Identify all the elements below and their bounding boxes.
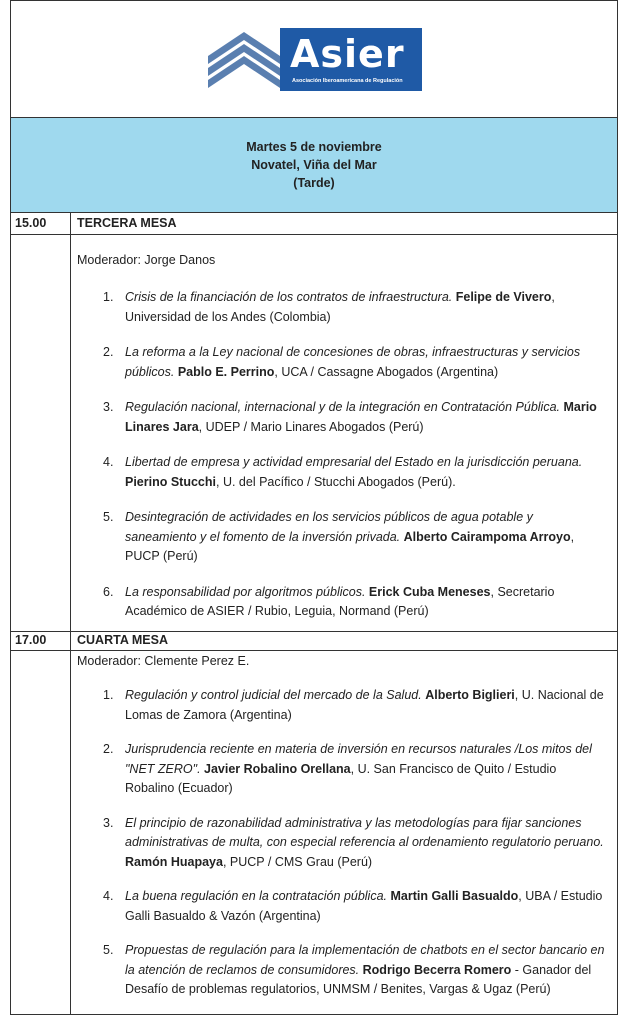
item-topic: La buena regulación en la contratación pública. — [125, 889, 387, 903]
agenda-item — [77, 508, 605, 567]
agenda-item — [77, 398, 605, 437]
session-title-row — [11, 631, 617, 651]
agenda-item — [77, 343, 605, 382]
item-speaker: Pablo E. Perrino — [177, 364, 275, 379]
logo-subtitle: Asociación Iberoamericana de Regulación — [292, 78, 403, 84]
item-topic: Libertad de empresa y actividad empresarial del Estado en la jurisdicción peruana. — [125, 455, 583, 469]
item-affiliation: , U. del Pacífico / Stucchi Abogados (Perú). — [216, 474, 456, 489]
session-time: 17.00 — [11, 632, 71, 650]
moderator: Moderador: Clemente Perez E. — [77, 654, 250, 668]
header-date: Martes 5 de noviembre — [246, 140, 382, 154]
item-speaker: Mario Linares Jara — [125, 400, 597, 434]
item-number: 2. — [103, 345, 114, 359]
logo-wordmark: Asier — [290, 32, 405, 76]
item-topic: Regulación y control judicial del mercado de la Salud. — [125, 688, 422, 702]
time-column-blank — [11, 651, 71, 1014]
item-number: 5. — [103, 943, 114, 957]
item-speaker: Ramón Huapaya — [125, 854, 223, 869]
item-speaker: Alberto Biglieri — [425, 688, 515, 702]
item-speaker: Felipe de Vivero — [455, 290, 552, 304]
agenda-item — [77, 453, 605, 492]
item-topic: Jurisprudencia reciente en materia de inversión en recursos naturales /Los mitos del "NET ZERO". — [125, 742, 592, 776]
time-column-blank — [11, 235, 71, 631]
item-affiliation: , UDEP / Mario Linares Abogados (Perú) — [198, 419, 424, 434]
agenda-item — [77, 941, 605, 1000]
item-topic: Desintegración de actividades en los servicios públicos de agua potable y saneamiento y el fomento de la inversión privada. — [125, 510, 533, 544]
logo-cell — [11, 1, 617, 118]
item-affiliation: , UCA / Cassagne Abogados (Argentina) — [274, 364, 499, 379]
item-topic: La reforma a la Ley nacional de concesiones de obras, infraestructuras y servicios públicos. — [125, 345, 581, 379]
item-number: 4. — [103, 889, 114, 903]
item-number: 6. — [103, 584, 114, 599]
session-title: TERCERA MESA — [77, 216, 177, 230]
session-title: CUARTA MESA — [77, 633, 168, 647]
item-number: 1. — [103, 688, 114, 702]
item-speaker: Pierino Stucchi — [125, 474, 216, 489]
item-number: 3. — [103, 815, 114, 830]
item-topic: Crisis de la financiación de los contratos de infraestructura. — [125, 290, 453, 304]
item-topic: Regulación nacional, internacional y de la integración en Contratación Pública. — [125, 400, 560, 414]
moderator: Moderador: Jorge Danos — [77, 253, 216, 267]
agenda-item — [77, 288, 605, 327]
item-affiliation: , UBA / Estudio Galli Basualdo & Vazón (Argentina) — [125, 889, 603, 923]
session-items — [77, 686, 605, 1000]
item-affiliation: , PUCP (Perú) — [125, 529, 575, 563]
stripes-mark-icon — [208, 28, 280, 91]
program-table — [10, 0, 618, 1015]
item-affiliation: , Universidad de los Andes (Colombia) — [125, 290, 555, 324]
session-title-row — [11, 213, 617, 235]
item-affiliation: , U. San Francisco de Quito / Estudio Robalino (Ecuador) — [125, 761, 557, 795]
asier-logo — [208, 28, 422, 91]
item-number: 5. — [103, 510, 114, 524]
item-affiliation: , U. Nacional de Lomas de Zamora (Argentina) — [125, 688, 604, 722]
item-affiliation: - Ganador del Desafío de problemas regulatorios, UNMSM / Benites, Vargas & Ugaz (Perú) — [125, 962, 592, 996]
item-speaker: Alberto Cairampoma Arroyo — [403, 529, 571, 544]
item-topic: Propuestas de regulación para la implementación de chatbots en el sector bancario en la atención de reclamos de consumidores. — [125, 943, 605, 977]
logo-wordmark-box — [280, 28, 422, 91]
header-venue: Novatel, Viña del Mar — [251, 158, 377, 172]
item-number: 2. — [103, 742, 114, 756]
item-affiliation: , Secretario Académico de ASIER / Rubio, Leguia, Normand (Perú) — [125, 584, 555, 618]
item-topic: La responsabilidad por algoritmos públicos. — [125, 584, 366, 599]
item-topic: El principio de razonabilidad administrativa y las metodologías para fijar sanciones administrativas de multa, con especial referencia al ordenamiento regulatorio peruano. — [125, 815, 604, 849]
header-period: (Tarde) — [293, 176, 335, 190]
item-speaker: Erick Cuba Meneses — [368, 584, 491, 599]
item-affiliation: , PUCP / CMS Grau (Perú) — [222, 854, 373, 869]
item-speaker: Martin Galli Basualdo — [390, 889, 519, 903]
agenda-item — [77, 740, 605, 799]
item-speaker: Rodrigo Becerra Romero — [362, 962, 512, 977]
item-number: 1. — [103, 290, 114, 304]
agenda-item — [77, 686, 605, 725]
agenda-item — [77, 887, 605, 926]
item-speaker: Javier Robalino Orellana — [204, 761, 351, 776]
date-header — [11, 118, 617, 213]
agenda-item — [77, 814, 605, 873]
session-items — [77, 288, 605, 622]
item-number: 3. — [103, 400, 114, 414]
agenda-item — [77, 583, 605, 622]
item-number: 4. — [103, 455, 114, 469]
session-time: 15.00 — [11, 213, 71, 234]
